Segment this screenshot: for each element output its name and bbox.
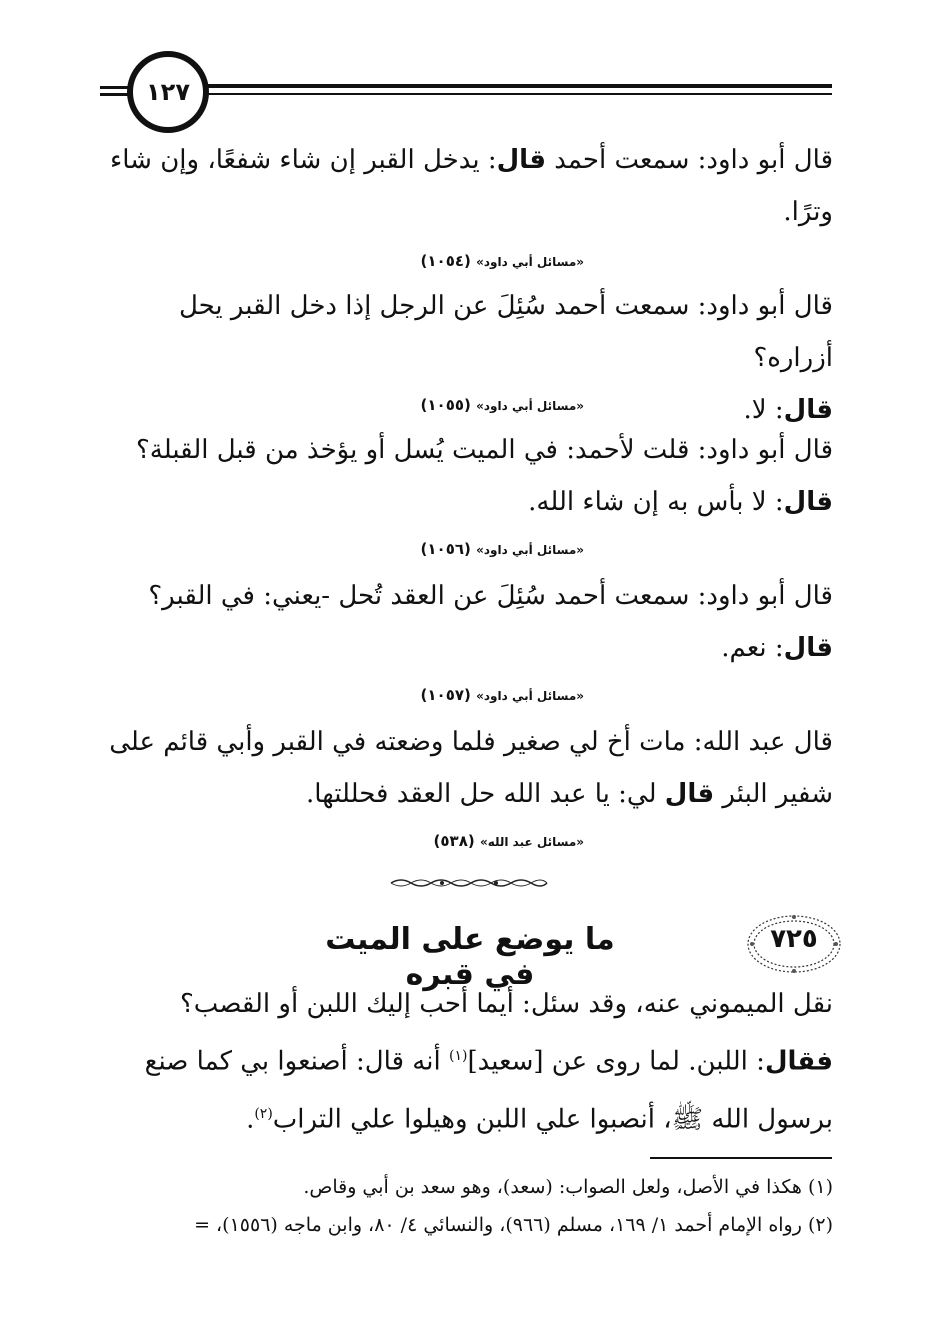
entry-5-line-2: شفير البئر قال لي: يا عبد الله حل العقد فحللتها.	[306, 779, 833, 809]
entry-5	[100, 716, 833, 820]
section-line-3: برسول الله ﷺ، أنصبوا علي اللبن وهيلوا علي التراب$^{(٢)}$.	[246, 1104, 833, 1135]
section-number: ٧٢٥	[770, 924, 818, 954]
entry-3-line-2: قال: لا بأس به إن شاء الله.	[528, 487, 833, 517]
ornament-divider	[389, 877, 549, 889]
entry-1-reference: «مسائل أبي داود» (١٠٥٤)	[420, 252, 584, 270]
section-line-2: فقال: اللبن. لما روى عن [سعيد]$^{(١)}$ أنه قال: أصنعوا بي كما صنع	[144, 1046, 833, 1077]
entry-1	[100, 134, 833, 238]
entry-3-line-1: قال أبو داود: قلت لأحمد: في الميت يُسل أو يؤخذ من قبل القبلة؟	[135, 435, 833, 465]
entry-1-line-1: قال أبو داود: سمعت أحمد قال: يدخل القبر إن شاء شفعًا، وإن شاء	[110, 145, 833, 175]
section-body	[100, 978, 833, 1145]
entry-5-line-1: قال عبد الله: مات أخ لي صغير فلما وضعته في القبر وأبي قائم على	[109, 727, 833, 757]
entry-2-line-2: قال: لا.	[743, 395, 833, 425]
entry-3	[100, 424, 833, 528]
entry-2-reference: «مسائل أبي داود» (١٠٥٥)	[420, 396, 584, 414]
section-line-1: نقل الميموني عنه، وقد سئل: أيما أحب إليك اللبن أو القصب؟	[179, 989, 833, 1019]
entry-4-line-2: قال: نعم.	[721, 633, 833, 663]
page-number-circle	[127, 51, 209, 133]
entry-2-line-1: قال أبو داود: سمعت أحمد سُئِلَ عن الرجل إذا دخل القبر يحل أزراره؟	[178, 291, 833, 373]
entry-3-reference: «مسائل أبي داود» (١٠٥٦)	[420, 540, 584, 558]
entry-1-line-2: وترًا.	[783, 197, 833, 227]
footnote-2: (٢) رواه الإمام أحمد ١/ ١٦٩، مسلم (٩٦٦)، والنسائي ٤/ ٨٠، وابن ماجه (١٥٥٦)، =	[194, 1214, 833, 1236]
entry-5-reference: «مسائل عبد الله» (٥٣٨)	[433, 832, 584, 850]
entry-4	[100, 570, 833, 674]
page-number: ١٢٧	[146, 78, 190, 106]
footnote-marker-2[interactable]: (٢)	[254, 1105, 273, 1122]
footnote-marker-1[interactable]: (١)	[448, 1048, 468, 1064]
footnote-divider	[650, 1157, 832, 1159]
entry-4-line-1: قال أبو داود: سمعت أحمد سُئِلَ عن العقد تُحل -يعني: في القبر؟	[148, 581, 833, 611]
section-title: ما يوضع على الميت في قبره	[325, 922, 615, 992]
entry-4-reference: «مسائل أبي داود» (١٠٥٧)	[420, 686, 584, 704]
footnote-1: (١) هكذا في الأصل، ولعل الصواب: (سعد)، وهو سعد بن أبي وقاص.	[303, 1176, 833, 1198]
